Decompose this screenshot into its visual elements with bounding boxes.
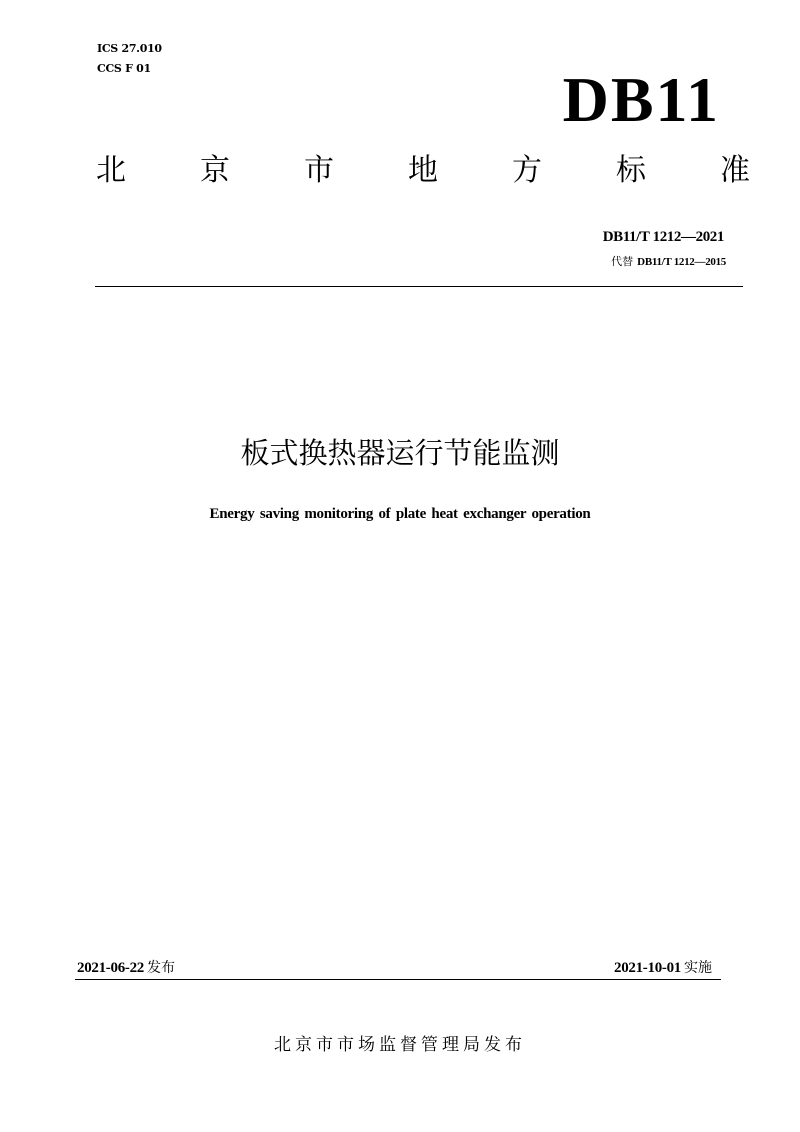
standard-type-char: 标 — [616, 153, 646, 188]
db11-logo: DB11 — [562, 64, 720, 135]
publisher: 北京市市场监督管理局发布 — [274, 1035, 526, 1055]
implementation-date-line — [614, 957, 712, 977]
standard-type-char: 京 — [200, 153, 230, 188]
replaces-label: 代替 — [611, 255, 634, 268]
standard-type-char: 方 — [512, 153, 542, 188]
replaced-standard-number: DB11/T 1212—2015 — [637, 256, 726, 268]
standard-type-char: 市 — [304, 153, 334, 188]
footer-divider — [75, 979, 721, 980]
english-title: Energy saving monitoring of plate heat exchanger operation — [209, 506, 591, 522]
standard-type-char: 地 — [408, 153, 438, 188]
standard-type-char: 准 — [720, 153, 750, 188]
implementation-date: 2021-10-01 — [614, 960, 681, 976]
issue-label: 发布 — [147, 960, 175, 976]
ccs-code: CCS F 01 — [97, 62, 151, 75]
standard-type-char: 北 — [96, 153, 126, 188]
replaces-line — [611, 253, 726, 269]
issue-date-line — [77, 957, 175, 977]
ics-code: ICS 27.010 — [97, 42, 162, 55]
standard-type-heading — [96, 153, 750, 188]
standard-number: DB11/T 1212—2021 — [602, 229, 724, 245]
header-divider — [95, 286, 743, 287]
implementation-label: 实施 — [684, 960, 712, 976]
issue-date: 2021-06-22 — [77, 960, 144, 976]
chinese-title: 板式换热器运行节能监测 — [240, 436, 560, 470]
